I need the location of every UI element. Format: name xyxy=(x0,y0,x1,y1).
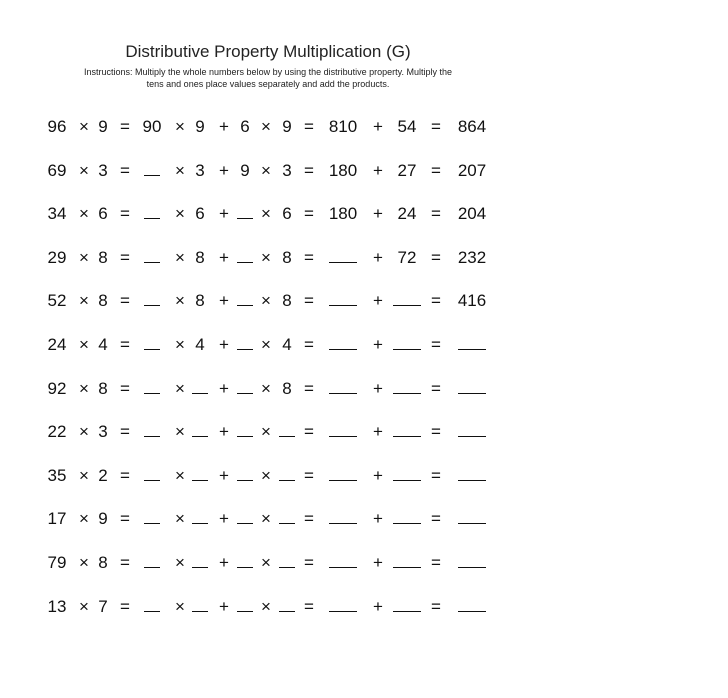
plus-sign: + xyxy=(219,378,229,398)
answer-blank-line[interactable] xyxy=(458,597,486,612)
plus-sign: + xyxy=(219,422,229,442)
ones-product: 54 xyxy=(397,117,417,136)
problem-row xyxy=(0,246,728,270)
multiplier: 7 xyxy=(98,596,108,616)
multiplicand: 52 xyxy=(47,291,67,311)
times-sign: × xyxy=(261,596,271,616)
instructions-line-1: Instructions: Multiply the whole numbers below by using the distributive property. Multiply the xyxy=(83,67,452,77)
problem-row xyxy=(0,377,728,401)
equals-sign: = xyxy=(431,422,441,442)
multiplicand: 24 xyxy=(47,335,67,354)
times-sign: × xyxy=(175,291,185,311)
problem-row xyxy=(0,595,728,619)
times-sign: × xyxy=(79,509,89,529)
plus-sign: + xyxy=(219,160,229,180)
equals-sign: = xyxy=(431,160,441,180)
equals-sign: = xyxy=(120,596,130,616)
multiplicand: 17 xyxy=(47,509,67,529)
answer-blank[interactable] xyxy=(447,551,497,575)
times-sign: × xyxy=(79,160,89,180)
multiplicand: 34 xyxy=(47,204,67,224)
equals-sign: = xyxy=(120,509,130,529)
times-sign: × xyxy=(175,553,185,572)
ones-product: 72 xyxy=(397,247,417,267)
ones-multiplier: 8 xyxy=(282,291,292,311)
plus-sign: + xyxy=(373,291,383,311)
ones-value: 9 xyxy=(240,160,250,180)
multiplicand: 29 xyxy=(47,247,67,267)
multiplicand: 69 xyxy=(47,160,67,180)
times-sign: × xyxy=(261,117,271,136)
ones-multiplier: 8 xyxy=(282,378,292,398)
times-sign: × xyxy=(79,335,89,354)
times-sign: × xyxy=(261,291,271,311)
times-sign: × xyxy=(261,247,271,267)
multiplicand: 22 xyxy=(47,422,67,442)
multiplier: 3 xyxy=(98,422,108,442)
instructions xyxy=(48,66,488,90)
answer-blank[interactable] xyxy=(447,377,497,401)
equals-sign: = xyxy=(120,160,130,180)
plus-sign: + xyxy=(219,247,229,267)
equals-sign: = xyxy=(304,596,314,616)
ones-multiplier: 6 xyxy=(282,204,292,224)
answer-blank-line[interactable] xyxy=(458,422,486,437)
equals-sign: = xyxy=(304,247,314,267)
plus-sign: + xyxy=(373,335,383,354)
problem-row xyxy=(0,464,728,488)
times-sign: × xyxy=(79,247,89,267)
equals-sign: = xyxy=(120,204,130,224)
times-sign: × xyxy=(79,117,89,136)
equals-sign: = xyxy=(120,117,130,136)
ones-product: 27 xyxy=(397,160,417,180)
times-sign: × xyxy=(175,160,185,180)
plus-sign: + xyxy=(219,291,229,311)
problem-row xyxy=(0,551,728,575)
equals-sign: = xyxy=(431,117,441,136)
ones-multiplier: 9 xyxy=(282,117,292,136)
problem-row xyxy=(0,159,728,183)
equals-sign: = xyxy=(431,247,441,267)
equals-sign: = xyxy=(304,378,314,398)
multiplier: 3 xyxy=(98,160,108,180)
plus-sign: + xyxy=(219,335,229,354)
times-sign: × xyxy=(261,204,271,224)
multiplier: 8 xyxy=(98,378,108,398)
times-sign: × xyxy=(175,596,185,616)
plus-sign: + xyxy=(373,247,383,267)
times-sign: × xyxy=(175,117,185,136)
ones-multiplier: 4 xyxy=(282,335,292,354)
instructions-line-2: tens and ones place values separately and add the products. xyxy=(146,79,390,89)
plus-sign: + xyxy=(373,596,383,616)
equals-sign: = xyxy=(120,378,130,398)
equals-sign: = xyxy=(304,553,314,572)
answer: 207 xyxy=(457,160,487,180)
times-sign: × xyxy=(175,335,185,354)
answer-blank-line[interactable] xyxy=(458,335,486,350)
answer: 416 xyxy=(457,291,487,311)
plus-sign: + xyxy=(219,509,229,529)
times-sign: × xyxy=(175,247,185,267)
equals-sign: = xyxy=(431,509,441,529)
plus-sign: + xyxy=(373,160,383,180)
answer-blank[interactable] xyxy=(447,333,497,357)
ones-multiplier: 8 xyxy=(282,247,292,267)
plus-sign: + xyxy=(373,117,383,136)
answer-blank-line[interactable] xyxy=(458,509,486,524)
problem-row xyxy=(0,289,728,313)
tens-product: 180 xyxy=(328,160,358,180)
equals-sign: = xyxy=(120,247,130,267)
equals-sign: = xyxy=(431,291,441,311)
tens-multiplier: 4 xyxy=(195,335,205,354)
ones-multiplier: 3 xyxy=(282,160,292,180)
problem-row xyxy=(0,202,728,226)
answer: 204 xyxy=(457,204,487,224)
times-sign: × xyxy=(175,465,185,485)
multiplicand: 96 xyxy=(47,117,67,136)
multiplier: 9 xyxy=(98,509,108,529)
problem-row xyxy=(0,507,728,531)
multiplier: 2 xyxy=(98,465,108,485)
multiplier: 8 xyxy=(98,291,108,311)
equals-sign: = xyxy=(431,378,441,398)
times-sign: × xyxy=(79,596,89,616)
times-sign: × xyxy=(175,204,185,224)
times-sign: × xyxy=(261,509,271,529)
plus-sign: + xyxy=(219,553,229,572)
tens-multiplier: 8 xyxy=(195,247,205,267)
tens-multiplier: 6 xyxy=(195,204,205,224)
times-sign: × xyxy=(261,378,271,398)
tens-product: 180 xyxy=(328,204,358,224)
tens-multiplier: 9 xyxy=(195,117,205,136)
answer-blank-line[interactable] xyxy=(458,466,486,481)
plus-sign: + xyxy=(373,553,383,572)
times-sign: × xyxy=(79,378,89,398)
equals-sign: = xyxy=(431,596,441,616)
ones-product: 24 xyxy=(397,204,417,224)
multiplier: 8 xyxy=(98,553,108,572)
multiplicand: 35 xyxy=(47,465,67,485)
multiplicand: 13 xyxy=(47,596,67,616)
times-sign: × xyxy=(261,422,271,442)
multiplicand: 92 xyxy=(47,378,67,398)
plus-sign: + xyxy=(219,596,229,616)
times-sign: × xyxy=(175,422,185,442)
plus-sign: + xyxy=(373,378,383,398)
plus-sign: + xyxy=(373,422,383,442)
times-sign: × xyxy=(79,204,89,224)
tens-product: 810 xyxy=(328,117,358,136)
equals-sign: = xyxy=(304,291,314,311)
equals-sign: = xyxy=(304,204,314,224)
tens-multiplier: 3 xyxy=(195,160,205,180)
ones-value: 6 xyxy=(240,117,250,136)
equals-sign: = xyxy=(304,509,314,529)
plus-sign: + xyxy=(219,465,229,485)
multiplier: 6 xyxy=(98,204,108,224)
equals-sign: = xyxy=(304,465,314,485)
equals-sign: = xyxy=(120,335,130,354)
times-sign: × xyxy=(261,335,271,354)
equals-sign: = xyxy=(304,422,314,442)
answer-blank[interactable] xyxy=(447,464,497,488)
answer-blank[interactable] xyxy=(447,595,497,619)
answer: 232 xyxy=(457,247,487,267)
answer-blank-line[interactable] xyxy=(458,553,486,568)
equals-sign: = xyxy=(304,160,314,180)
times-sign: × xyxy=(175,509,185,529)
equals-sign: = xyxy=(120,291,130,311)
times-sign: × xyxy=(261,465,271,485)
plus-sign: + xyxy=(219,117,229,136)
times-sign: × xyxy=(79,465,89,485)
times-sign: × xyxy=(261,553,271,572)
plus-sign: + xyxy=(219,204,229,224)
multiplier: 9 xyxy=(98,117,108,136)
times-sign: × xyxy=(175,378,185,398)
answer: 864 xyxy=(457,117,487,136)
worksheet-title: Distributive Property Multiplication (G) xyxy=(125,42,411,61)
multiplier: 4 xyxy=(98,335,108,354)
times-sign: × xyxy=(261,160,271,180)
equals-sign: = xyxy=(304,335,314,354)
answer-blank-line[interactable] xyxy=(458,379,486,394)
equals-sign: = xyxy=(431,553,441,572)
problem-row xyxy=(0,420,728,444)
equals-sign: = xyxy=(431,204,441,224)
answer-blank[interactable] xyxy=(447,507,497,531)
tens-value: 90 xyxy=(142,117,162,136)
equals-sign: = xyxy=(120,465,130,485)
plus-sign: + xyxy=(373,509,383,529)
multiplicand: 79 xyxy=(47,553,67,572)
tens-multiplier: 8 xyxy=(195,291,205,311)
answer-blank[interactable] xyxy=(447,420,497,444)
plus-sign: + xyxy=(373,465,383,485)
multiplier: 8 xyxy=(98,247,108,267)
equals-sign: = xyxy=(304,117,314,136)
equals-sign: = xyxy=(431,465,441,485)
plus-sign: + xyxy=(373,204,383,224)
equals-sign: = xyxy=(120,422,130,442)
times-sign: × xyxy=(79,553,89,572)
times-sign: × xyxy=(79,422,89,442)
times-sign: × xyxy=(79,291,89,311)
equals-sign: = xyxy=(120,553,130,572)
problem-row xyxy=(0,115,728,139)
problem-row xyxy=(0,333,728,357)
equals-sign: = xyxy=(431,335,441,354)
